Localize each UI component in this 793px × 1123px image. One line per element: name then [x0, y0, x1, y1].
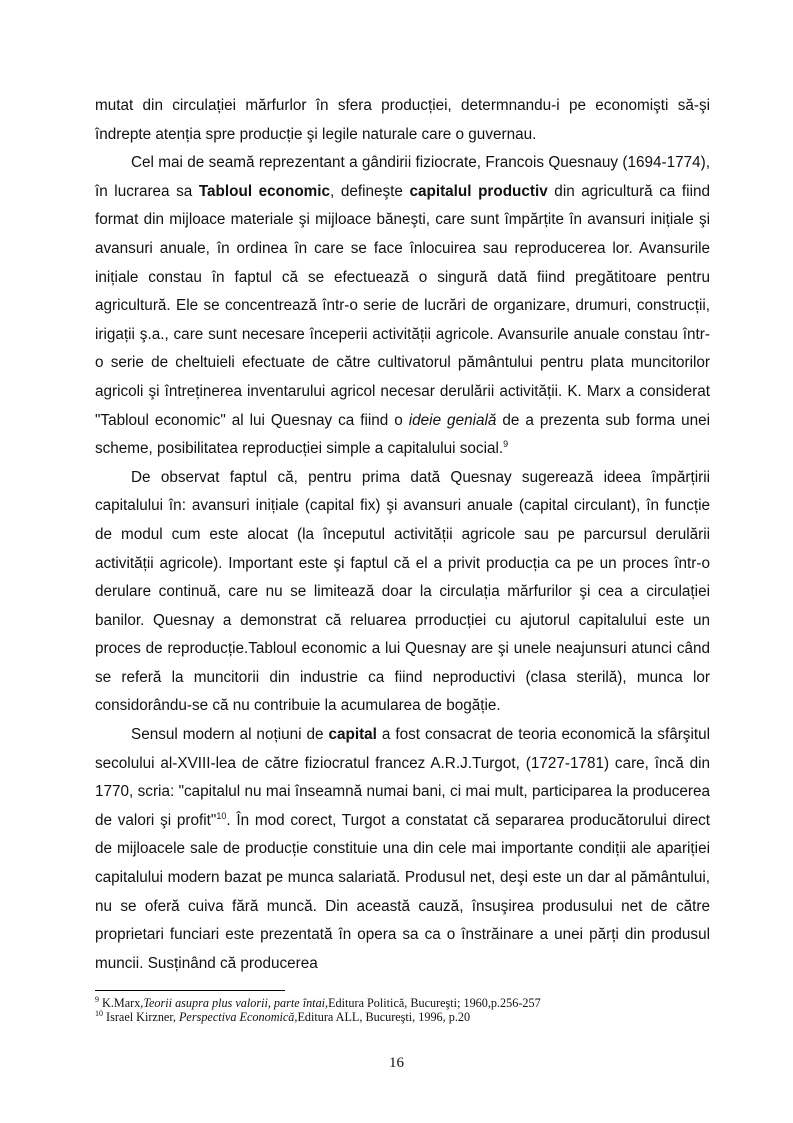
paragraph	[95, 464, 710, 721]
text-run: din agricultură ca fiind format din mijloace materiale şi mijloace băneşti, care sunt împărțite în avansuri inițiale şi avansuri anuale, în ordinea în care se face înlocuirea sau reproducerea lor. Avansurile inițiale constau în faptul că se efectuează o singură dată fiind pregătitoare pentru agricultură. Ele se concentrează într-o serie de lucrări de organizare, drumuri, construcții, irigații ş.a., care sunt necesare începerii activității agricole. Avansurile anuale constau într-o serie de cheltuieli efectuate de către cultivatorul pământului pentru plata muncitorilor agricoli şi întreținerea inventarului agricol necesar derulării activității. K. Marx a considerat "Tabloul economic" al lui Quesnay ca fiind o	[95, 182, 710, 429]
text-run: Cel mai de seamă reprezentant a gândirii fiziocrate, Francois Quesnauy (1694-1774), în lucrarea sa	[95, 154, 710, 200]
paragraph	[95, 149, 710, 464]
paragraph	[95, 721, 710, 978]
footnote-ref: 10	[95, 1009, 103, 1019]
text-run: Editura ALL, Bucureşti, 1996, p.20	[297, 1010, 471, 1025]
text-run: Sensul modern al noțiuni de	[131, 726, 329, 744]
paragraph	[95, 92, 710, 149]
footnote-ref: 10	[216, 810, 227, 821]
text-run: de a prezenta sub forma unei scheme, posibilitatea reproducției simple a capitalului social.	[95, 411, 710, 458]
text-run: De observat faptul că, pentru prima dată Quesnay sugerează ideea împărțirii capitalului în: avansuri inițiale (capital fix) şi avansuri anuale (capital circulant), în funcție de modul cum este alocat (la începutul activității agricole sau pe parcursul derulării activității agricole). Important este şi faptul că el a privit producția ca pe un proces într-o derulare continuă, care nu se limitează doar la circulația mărfurilor şi cea a circulației banilor. Quesnay a demonstrat că reluarea prroducției cu ajutorul capitalului este un proces de reproducție.Tabloul economic a lui Quesnay are şi unele neajunsuri atunci când se referă la muncitorii din industrie ca fiind neproductivi (clasa sterilă), munca lor considorându-se că nu contribuie la acumularea de bogăție.	[95, 468, 710, 715]
italic-term: ideie genială	[408, 411, 497, 429]
italic-term: Perspectiva Economică,	[178, 1010, 298, 1025]
footnotes	[95, 996, 715, 1024]
page-number: 16	[389, 1055, 404, 1071]
text-run: . În mod corect, Turgot a constatat că separarea producătorului direct de mijloacele sale de producție constituie una din cele mai importante condiții ale apariției capitalului modern bazat pe munca salariată. Produsul net, deşi este un dar al pământului, nu se oferă cuiva fără muncă. Din această cauză, însuşirea produsului net de către proprietari funciari este prezentată în opera sa ca o înstrăinare a unei părți din produsul muncii. Susținând că producerea	[95, 811, 710, 972]
text-run: Editura Politică, Bucureşti; 1960,p.256-257	[328, 996, 541, 1010]
footnote	[95, 996, 715, 1010]
text-run: Israel Kirzner,	[103, 1010, 179, 1025]
bold-term: Tabloul economic	[198, 182, 331, 200]
footnote-divider	[95, 990, 285, 991]
text-run: mutat din circulației mărfurlor în sfera producției, determnandu-i pe economişti să-şi îndrepte atenția spre producție şi legile naturale care o guvernau.	[95, 97, 710, 143]
bold-term: capitalul productiv	[409, 182, 548, 200]
body-text	[95, 92, 710, 978]
italic-term: Teorii asupra plus valorii, parte întai,	[143, 996, 329, 1010]
text-run: K.Marx,	[99, 996, 144, 1010]
text-run: a fost consacrat de teoria economică la sfârşitul secolului al-XVIII-lea de către fiziocratul francez A.R.J.Turgot, (1727-1781) care, încă din 1770, scria: "capitalul nu mai înseamnă numai bani, ci mai mult, participarea la producerea de valori şi profit"	[95, 726, 710, 829]
bold-term: capital	[328, 726, 377, 744]
footnote	[95, 1010, 715, 1024]
footnote-ref: 9	[503, 439, 509, 450]
text-run: , defineşte	[330, 182, 410, 200]
footnote-ref: 9	[95, 994, 99, 1004]
